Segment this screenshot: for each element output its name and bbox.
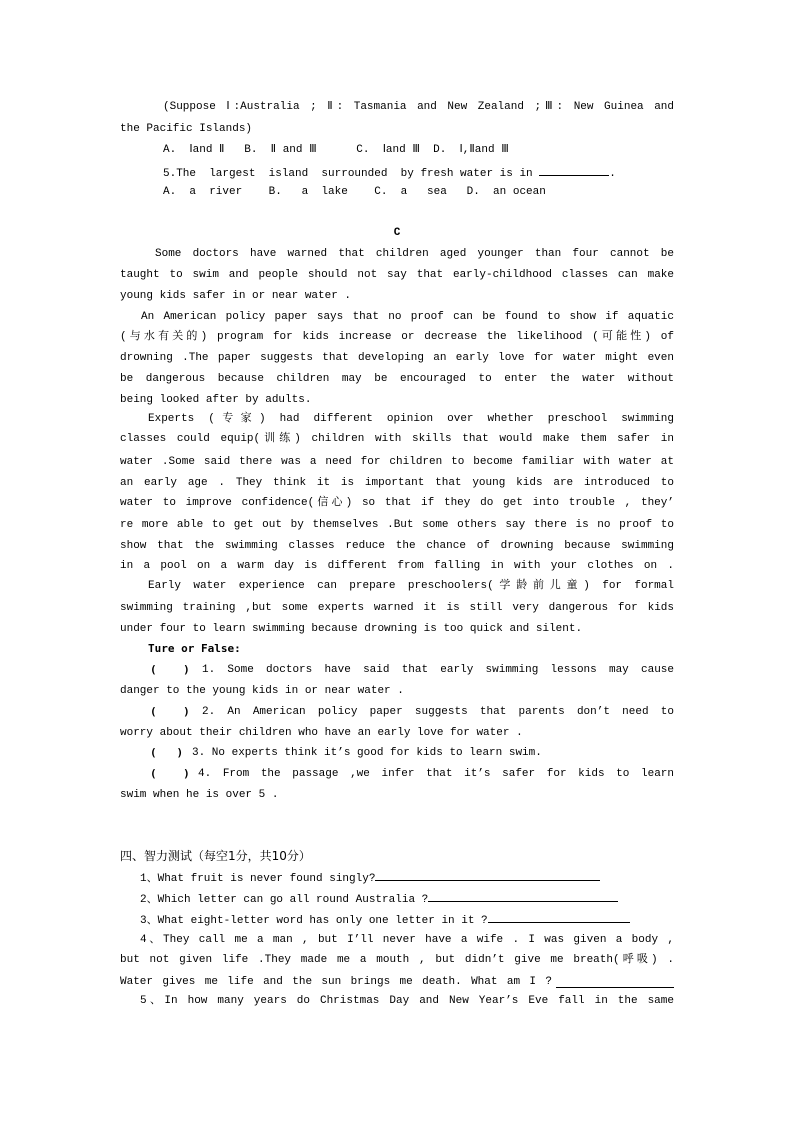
answer-blank[interactable] xyxy=(488,910,630,923)
q5-period: . xyxy=(609,168,616,180)
q5-stem xyxy=(163,163,616,179)
section-4-title: 四、智力测试（每空1分，共10分） xyxy=(120,849,311,863)
passage-line: young kids safer in or near water . xyxy=(120,290,352,302)
passage-line: water to improve confidence(信心) so that if they do get into trouble , they’ xyxy=(120,497,674,509)
riddle-text: 3、What eight-letter word has only one letter in it ? xyxy=(140,915,488,927)
riddle xyxy=(140,868,600,884)
riddle-cont: but not given life .They made me a mouth , but didn’t give me breath(呼吸) . xyxy=(120,954,674,966)
suppose-line: (Suppose Ⅰ:Australia ; Ⅱ: Tasmania and New Zealand ;Ⅲ: New Guinea and xyxy=(163,101,674,113)
riddle-text: 1、What fruit is never found singly? xyxy=(140,873,376,885)
tf-question: 2. An American policy paper suggests that parents don’t need to xyxy=(202,706,674,718)
riddle-text: Water gives me life and the sun brings me death. What am I ? xyxy=(120,976,552,988)
passage-line: (与水有关的) program for kids increase or decrease the likelihood (可能性) of xyxy=(120,331,674,343)
riddle-cont xyxy=(120,974,674,990)
passage-line: water .Some said there was a need for children to become familiar with water at xyxy=(120,456,674,468)
passage-line: re more able to get out by themselves .But some others say there is no proof to xyxy=(120,519,674,531)
passage-line: an early age . They think it is important that young kids are introduced to xyxy=(120,477,674,489)
tf-question: 1. Some doctors have said that early swimming lessons may cause xyxy=(202,664,674,676)
q4-options: A. Ⅰand Ⅱ B. Ⅱ and Ⅲ C. Ⅰand Ⅲ D. Ⅰ,Ⅱand Ⅲ xyxy=(163,144,509,156)
passage-line: Early water experience can prepare preschoolers(学龄前儿童) for formal xyxy=(148,580,674,592)
passage-line: be dangerous because children may be encouraged to enter the water without xyxy=(120,373,674,385)
answer-bracket[interactable]: ( ) xyxy=(150,746,184,759)
passage-line: Experts (专家) had different opinion over whether preschool swimming xyxy=(148,413,674,425)
answer-blank[interactable] xyxy=(375,868,600,881)
passage-line: Some doctors have warned that children aged younger than four cannot be xyxy=(155,248,674,260)
passage-line: drowning .The paper suggests that developing an early love for water might even xyxy=(120,352,674,364)
passage-line: classes could equip(训练) children with skills that would make them safer in xyxy=(120,433,674,445)
tf-question-cont: danger to the young kids in or near water . xyxy=(120,685,404,697)
passage-line: taught to swim and people should not say that early-childhood classes can make xyxy=(120,269,674,281)
riddle: 5、In how many years do Christmas Day and New Year’s Eve fall in the same xyxy=(140,995,674,1007)
riddle xyxy=(140,889,618,905)
riddle xyxy=(140,910,630,926)
passage-line: An American policy paper says that no proof can be found to show if aquatic xyxy=(141,311,674,323)
tf-question: 4. From the passage ,we infer that it’s safer for kids to learn xyxy=(198,768,674,780)
passage-line: swimming training ,but some experts warned it is still very dangerous for kids xyxy=(120,602,674,614)
answer-bracket[interactable]: ( ) xyxy=(150,663,190,676)
answer-blank[interactable] xyxy=(556,974,674,988)
passage-line: show that the swimming classes reduce the chance of drowning because swimming xyxy=(120,540,674,552)
section-c-title: C xyxy=(393,227,401,239)
answer-bracket[interactable]: ( ) xyxy=(150,767,190,780)
passage-line: being looked after by adults. xyxy=(120,394,312,406)
passage-line: in a pool on a warm day is different from falling in with your clothes on . xyxy=(120,560,674,572)
tf-question-cont: swim when he is over 5 . xyxy=(120,789,279,801)
q5-options: A. a river B. a lake C. a sea D. an ocean xyxy=(163,186,546,198)
answer-bracket[interactable]: ( ) xyxy=(150,705,190,718)
passage-line: under four to learn swimming because drowning is too quick and silent. xyxy=(120,623,583,635)
tf-question: 3. No experts think it’s good for kids to learn swim. xyxy=(192,747,542,759)
answer-blank[interactable] xyxy=(539,163,609,176)
suppose-line-cont: the Pacific Islands) xyxy=(120,123,253,135)
riddle: 4、They call me a man , but I’ll never have a wife . I was given a body , xyxy=(140,934,674,946)
answer-blank[interactable] xyxy=(428,889,618,902)
tf-question-cont: worry about their children who have an early love for water . xyxy=(120,727,523,739)
true-false-heading: Ture or False: xyxy=(148,642,241,655)
q5-stem-text: 5.The largest island surrounded by fresh water is in xyxy=(163,168,540,180)
riddle-text: 2、Which letter can go all round Australia ? xyxy=(140,894,429,906)
